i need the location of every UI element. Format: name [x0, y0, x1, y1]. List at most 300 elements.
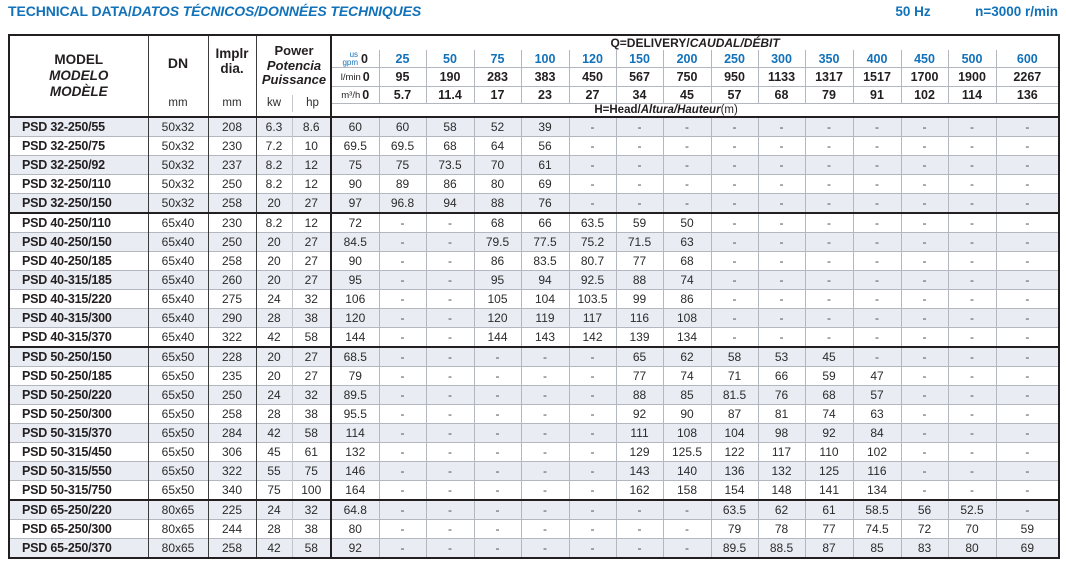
head-value-cell: -	[379, 424, 426, 443]
head-value-cell: 116	[616, 309, 663, 328]
head-value-cell: 75	[379, 156, 426, 175]
head-value-cell: -	[948, 175, 996, 194]
model-cell: PSD 32-250/75	[9, 137, 148, 156]
head-value-cell: -	[853, 271, 901, 290]
head-value-cell: -	[426, 347, 474, 367]
head-value-cell: 164	[331, 481, 379, 501]
head-value-cell: 63.5	[569, 213, 616, 233]
head-value-cell: -	[569, 462, 616, 481]
head-value-cell: -	[853, 175, 901, 194]
head-value-cell: -	[805, 156, 853, 175]
head-value-cell: -	[426, 328, 474, 348]
head-value-cell: 76	[758, 386, 805, 405]
head-value-cell: -	[379, 233, 426, 252]
head-value-cell: -	[663, 520, 711, 539]
head-value-cell: -	[996, 500, 1059, 520]
head-value-cell: 74.5	[853, 520, 901, 539]
head-value-cell: 59	[996, 520, 1059, 539]
head-value-cell: -	[426, 252, 474, 271]
hp-cell: 61	[292, 443, 331, 462]
head-value-cell: -	[426, 520, 474, 539]
lmin-value: 383	[521, 68, 569, 87]
model-cell: PSD 65-250/370	[9, 539, 148, 559]
head-value-cell: -	[426, 481, 474, 501]
head-value-cell: 53	[758, 347, 805, 367]
m3h-value: 114	[948, 87, 996, 104]
head-value-cell: 162	[616, 481, 663, 501]
head-value-cell: -	[616, 117, 663, 137]
head-value-cell: -	[379, 520, 426, 539]
dn-cell: 65x40	[148, 309, 208, 328]
head-value-cell: -	[758, 156, 805, 175]
head-value-cell: 79	[711, 520, 758, 539]
gpm-value: 300	[758, 50, 805, 68]
lmin-value: 1900	[948, 68, 996, 87]
head-value-cell: 69	[996, 539, 1059, 559]
gpm-value: 150	[616, 50, 663, 68]
head-value-cell: 77.5	[521, 233, 569, 252]
pump-row	[9, 347, 1059, 367]
head-value-cell: -	[379, 347, 426, 367]
head-value-cell: -	[711, 117, 758, 137]
head-value-cell: -	[426, 213, 474, 233]
dn-cell: 65x50	[148, 347, 208, 367]
head-value-cell: -	[996, 156, 1059, 175]
head-value-cell: -	[996, 405, 1059, 424]
head-value-cell: -	[474, 443, 521, 462]
head-value-cell: 74	[663, 367, 711, 386]
dn-cell: 50x32	[148, 117, 208, 137]
impeller-cell: 230	[208, 213, 256, 233]
head-value-cell: 125.5	[663, 443, 711, 462]
dn-label: DN	[167, 55, 189, 71]
m3h-zero-value: 0	[362, 88, 370, 102]
model-cell: PSD 50-315/750	[9, 481, 148, 501]
head-value-cell: 88	[474, 194, 521, 214]
head-value-cell: -	[426, 443, 474, 462]
head-value-cell: -	[948, 233, 996, 252]
head-legend-translations: Altura/Hauteur	[640, 104, 721, 116]
hp-unit-label: hp	[292, 95, 332, 112]
gpm-value: 75	[474, 50, 521, 68]
head-value-cell: -	[663, 137, 711, 156]
head-value-cell: 63	[853, 405, 901, 424]
head-value-cell: -	[948, 194, 996, 214]
impeller-cell: 258	[208, 539, 256, 559]
head-value-cell: 140	[663, 462, 711, 481]
head-value-cell: -	[569, 539, 616, 559]
head-value-cell: -	[616, 137, 663, 156]
head-value-cell: -	[901, 117, 948, 137]
head-value-cell: 63.5	[711, 500, 758, 520]
power-unit-row	[256, 95, 332, 112]
head-value-cell: 95.5	[331, 405, 379, 424]
head-value-cell: 92	[805, 424, 853, 443]
head-value-cell: 52	[474, 117, 521, 137]
head-legend-en: H=Head/	[594, 104, 641, 116]
kw-unit-label: kw	[266, 97, 282, 109]
kw-cell: 20	[256, 367, 292, 386]
head-value-cell: -	[758, 252, 805, 271]
pump-row	[9, 424, 1059, 443]
model-cell: PSD 65-250/220	[9, 500, 148, 520]
head-value-cell: -	[853, 347, 901, 367]
head-value-cell: -	[996, 271, 1059, 290]
head-value-cell: -	[805, 233, 853, 252]
head-value-cell: -	[711, 175, 758, 194]
head-value-cell: -	[616, 539, 663, 559]
pump-row	[9, 367, 1059, 386]
head-value-cell: -	[379, 252, 426, 271]
dn-cell: 65x50	[148, 443, 208, 462]
head-value-cell: -	[758, 233, 805, 252]
kw-cell: 8.2	[256, 156, 292, 175]
lmin-value: 283	[474, 68, 521, 87]
head-value-cell: -	[379, 405, 426, 424]
head-value-cell: -	[569, 137, 616, 156]
head-value-cell: 70	[948, 520, 996, 539]
head-value-cell: -	[758, 309, 805, 328]
head-value-cell: -	[569, 520, 616, 539]
head-value-cell: -	[426, 424, 474, 443]
m3h-value: 23	[521, 87, 569, 104]
dn-cell: 65x40	[148, 213, 208, 233]
pump-row	[9, 213, 1059, 233]
head-value-cell: -	[521, 443, 569, 462]
impeller-column-header	[208, 35, 256, 117]
head-value-cell: 120	[331, 309, 379, 328]
head-value-cell: -	[521, 481, 569, 501]
head-value-cell: -	[426, 367, 474, 386]
head-value-cell: 71.5	[616, 233, 663, 252]
head-value-cell: -	[901, 175, 948, 194]
dn-cell: 50x32	[148, 175, 208, 194]
head-value-cell: 81	[758, 405, 805, 424]
kw-cell: 42	[256, 539, 292, 559]
m3h-unit-cell	[331, 87, 379, 104]
gpm-value: 500	[948, 50, 996, 68]
head-value-cell: -	[474, 520, 521, 539]
gpm-zero-value: 0	[361, 51, 368, 66]
head-value-cell: 62	[758, 500, 805, 520]
head-value-cell: 110	[805, 443, 853, 462]
head-value-cell: -	[711, 156, 758, 175]
head-value-cell: -	[521, 367, 569, 386]
power-header-fr: Puissance	[261, 72, 327, 87]
head-value-cell: -	[379, 481, 426, 501]
kw-cell: 24	[256, 500, 292, 520]
head-value-cell: -	[379, 462, 426, 481]
hp-cell: 8.6	[292, 117, 331, 137]
head-value-cell: -	[711, 137, 758, 156]
head-value-cell: -	[996, 290, 1059, 309]
pump-row	[9, 481, 1059, 501]
head-value-cell: 74	[805, 405, 853, 424]
impeller-cell: 228	[208, 347, 256, 367]
hp-cell: 32	[292, 386, 331, 405]
head-value-cell: -	[521, 386, 569, 405]
kw-cell: 20	[256, 252, 292, 271]
head-value-cell: -	[426, 290, 474, 309]
head-value-cell: -	[996, 424, 1059, 443]
head-value-cell: -	[996, 347, 1059, 367]
head-value-cell: 94	[521, 271, 569, 290]
head-value-cell: -	[901, 137, 948, 156]
model-header-fr: MODÈLE	[49, 84, 108, 99]
head-value-cell: 146	[331, 462, 379, 481]
head-value-cell: 83	[901, 539, 948, 559]
head-value-cell: 90	[331, 252, 379, 271]
kw-cell: 8.2	[256, 175, 292, 194]
impeller-label-2: dia.	[220, 61, 244, 76]
head-value-cell: -	[711, 194, 758, 214]
head-value-cell: 80	[948, 539, 996, 559]
head-value-cell: -	[616, 175, 663, 194]
head-value-cell: -	[663, 117, 711, 137]
head-value-cell: 136	[711, 462, 758, 481]
head-value-cell: 86	[663, 290, 711, 309]
head-value-cell: -	[996, 386, 1059, 405]
head-value-cell: -	[474, 500, 521, 520]
head-value-cell: 57	[853, 386, 901, 405]
dn-cell: 65x50	[148, 462, 208, 481]
head-value-cell: 76	[521, 194, 569, 214]
head-value-cell: -	[948, 462, 996, 481]
gpm-value: 250	[711, 50, 758, 68]
pump-row	[9, 290, 1059, 309]
head-value-cell: 87	[711, 405, 758, 424]
head-value-cell: -	[948, 367, 996, 386]
head-value-cell: 68	[663, 252, 711, 271]
head-value-cell: -	[474, 462, 521, 481]
head-value-cell: -	[996, 194, 1059, 214]
head-value-cell: 52.5	[948, 500, 996, 520]
head-value-cell: 69.5	[331, 137, 379, 156]
head-value-cell: 105	[474, 290, 521, 309]
head-value-cell: -	[996, 233, 1059, 252]
m3h-value: 5.7	[379, 87, 426, 104]
impeller-cell: 258	[208, 194, 256, 214]
kw-cell: 42	[256, 424, 292, 443]
head-value-cell: -	[569, 443, 616, 462]
dn-cell: 65x40	[148, 233, 208, 252]
head-value-cell: 58.5	[853, 500, 901, 520]
us-gpm-unit-label: us gpm	[342, 50, 359, 67]
gpm-value: 600	[996, 50, 1059, 68]
head-value-cell: -	[948, 156, 996, 175]
model-cell: PSD 32-250/92	[9, 156, 148, 175]
head-value-cell: 64.8	[331, 500, 379, 520]
head-value-cell: 142	[569, 328, 616, 348]
title-bar	[8, 3, 1058, 27]
head-value-cell: -	[426, 405, 474, 424]
head-value-cell: -	[711, 252, 758, 271]
head-value-cell: -	[758, 271, 805, 290]
head-value-cell: -	[521, 520, 569, 539]
head-value-cell: -	[569, 367, 616, 386]
head-value-cell: 75	[331, 156, 379, 175]
head-value-cell: 119	[521, 309, 569, 328]
model-cell: PSD 65-250/300	[9, 520, 148, 539]
head-value-cell: -	[426, 386, 474, 405]
head-value-cell: -	[901, 271, 948, 290]
head-value-cell: -	[805, 328, 853, 348]
impeller-cell: 244	[208, 520, 256, 539]
head-value-cell: -	[426, 500, 474, 520]
head-value-cell: -	[663, 500, 711, 520]
model-cell: PSD 50-250/150	[9, 347, 148, 367]
kw-cell: 20	[256, 271, 292, 290]
head-value-cell: -	[379, 328, 426, 348]
power-header-en: Power	[274, 43, 314, 58]
head-value-cell: 80.7	[569, 252, 616, 271]
head-value-cell: 79.5	[474, 233, 521, 252]
kw-cell: 6.3	[256, 117, 292, 137]
gpm-value: 50	[426, 50, 474, 68]
head-value-cell: -	[901, 194, 948, 214]
head-value-cell: -	[948, 481, 996, 501]
head-value-cell: 58	[711, 347, 758, 367]
pump-row	[9, 520, 1059, 539]
hp-cell: 27	[292, 367, 331, 386]
pump-row	[9, 539, 1059, 559]
head-value-cell: -	[948, 309, 996, 328]
impeller-cell: 250	[208, 386, 256, 405]
lmin-value: 950	[711, 68, 758, 87]
head-value-cell: -	[569, 424, 616, 443]
head-value-cell: -	[948, 117, 996, 137]
head-value-cell: 74	[663, 271, 711, 290]
kw-cell: 28	[256, 309, 292, 328]
kw-cell: 7.2	[256, 137, 292, 156]
lmin-value: 1700	[901, 68, 948, 87]
head-value-cell: -	[521, 405, 569, 424]
head-value-cell: 66	[758, 367, 805, 386]
head-value-cell: 108	[663, 309, 711, 328]
dn-cell: 50x32	[148, 156, 208, 175]
model-cell: PSD 50-250/185	[9, 367, 148, 386]
hp-cell: 100	[292, 481, 331, 501]
spec-labels	[855, 3, 1058, 21]
dn-unit: mm	[168, 97, 188, 109]
lmin-unit-label: l/min	[340, 71, 361, 83]
head-value-cell: 158	[663, 481, 711, 501]
hp-cell: 32	[292, 500, 331, 520]
head-value-cell: -	[948, 405, 996, 424]
head-value-cell: -	[663, 156, 711, 175]
head-value-cell: 117	[569, 309, 616, 328]
head-value-cell: 92	[331, 539, 379, 559]
head-value-cell: 134	[663, 328, 711, 348]
head-value-cell: 68.5	[331, 347, 379, 367]
head-value-cell: 148	[758, 481, 805, 501]
model-cell: PSD 50-315/370	[9, 424, 148, 443]
head-value-cell: -	[379, 539, 426, 559]
impeller-cell: 258	[208, 252, 256, 271]
pump-row	[9, 137, 1059, 156]
m3h-value: 79	[805, 87, 853, 104]
hp-cell: 58	[292, 424, 331, 443]
impeller-cell: 208	[208, 117, 256, 137]
hp-cell: 38	[292, 309, 331, 328]
head-value-cell: -	[996, 213, 1059, 233]
kw-cell: 42	[256, 328, 292, 348]
head-value-cell: 106	[331, 290, 379, 309]
head-value-cell: 92	[616, 405, 663, 424]
head-value-cell: -	[948, 252, 996, 271]
m3h-value: 91	[853, 87, 901, 104]
head-value-cell: -	[758, 290, 805, 309]
head-value-cell: -	[805, 271, 853, 290]
head-value-cell: -	[569, 117, 616, 137]
dn-cell: 65x40	[148, 290, 208, 309]
head-value-cell: -	[758, 175, 805, 194]
head-value-cell: 84	[853, 424, 901, 443]
head-value-cell: -	[569, 347, 616, 367]
head-value-cell: 139	[616, 328, 663, 348]
head-value-cell: -	[948, 386, 996, 405]
head-value-cell: 65	[616, 347, 663, 367]
head-value-cell: 98	[758, 424, 805, 443]
head-value-cell: -	[711, 328, 758, 348]
kw-cell: 28	[256, 520, 292, 539]
head-value-cell: 77	[616, 367, 663, 386]
head-value-cell: 104	[521, 290, 569, 309]
head-value-cell: 68	[805, 386, 853, 405]
head-value-cell: 59	[805, 367, 853, 386]
head-value-cell: 88	[616, 386, 663, 405]
impeller-cell: 306	[208, 443, 256, 462]
head-value-cell: -	[569, 481, 616, 501]
pump-row	[9, 386, 1059, 405]
head-value-cell: 116	[853, 462, 901, 481]
head-value-cell: -	[901, 156, 948, 175]
speed-label: n=3000 r/min	[975, 4, 1058, 19]
head-value-cell: 63	[663, 233, 711, 252]
hp-cell: 58	[292, 539, 331, 559]
head-value-cell: -	[996, 137, 1059, 156]
frequency-label: 50 Hz	[895, 4, 931, 19]
m3h-value: 57	[711, 87, 758, 104]
head-value-cell: 83.5	[521, 252, 569, 271]
head-value-cell: 71	[711, 367, 758, 386]
impeller-cell: 322	[208, 462, 256, 481]
m3h-value: 136	[996, 87, 1059, 104]
head-value-cell: -	[569, 500, 616, 520]
head-value-cell: 129	[616, 443, 663, 462]
lmin-zero-value: 0	[362, 70, 370, 84]
head-value-cell: -	[379, 290, 426, 309]
head-value-cell: 79	[331, 367, 379, 386]
pump-row	[9, 500, 1059, 520]
head-value-cell: 125	[805, 462, 853, 481]
pump-row	[9, 271, 1059, 290]
head-value-cell: 77	[805, 520, 853, 539]
impeller-cell: 275	[208, 290, 256, 309]
kw-cell: 24	[256, 386, 292, 405]
head-value-cell: 95	[474, 271, 521, 290]
pump-row	[9, 443, 1059, 462]
head-value-cell: 143	[521, 328, 569, 348]
head-value-cell: 77	[616, 252, 663, 271]
head-value-cell: -	[901, 290, 948, 309]
model-cell: PSD 50-315/550	[9, 462, 148, 481]
head-value-cell: -	[996, 443, 1059, 462]
head-value-cell: -	[379, 386, 426, 405]
kw-cell: 20	[256, 194, 292, 214]
kw-cell: 8.2	[256, 213, 292, 233]
head-value-cell: -	[758, 194, 805, 214]
